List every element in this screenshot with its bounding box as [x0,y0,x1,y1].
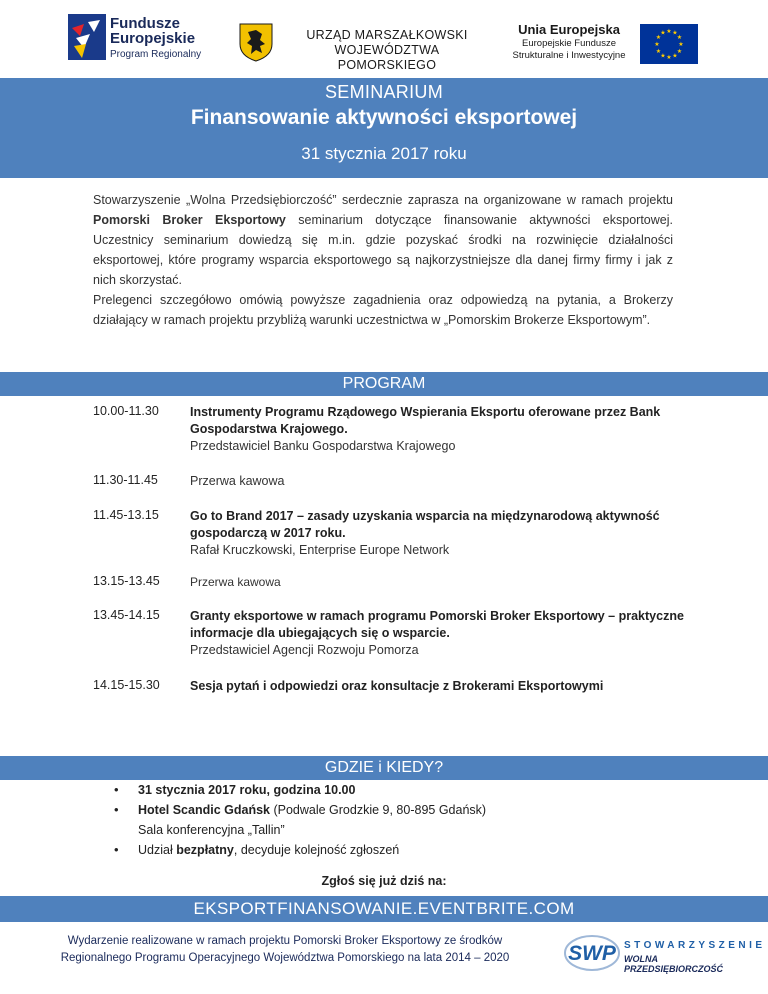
svg-text:★: ★ [666,54,672,61]
swp-logo [562,930,766,978]
footer-line2: Regionalnego Programu Operacyjnego Województwa Pomorskiego na lata 2014 – 2020 [60,952,510,964]
fundusze-line2: Europejskie [110,30,196,47]
program-row [0,608,768,657]
svg-text:★: ★ [666,28,672,35]
program-row [0,404,768,453]
program-speaker: Rafał Kruczkowski, Enterprise Europe Network [190,543,450,557]
program-break: Przerwa kawowa [190,474,285,488]
program-title: Sesja pytań i odpowiedzi oraz konsultacje z Brokerami Eksportowymi [190,679,604,693]
fundusze-line3: Program Regionalny [110,49,202,60]
program-break: Przerwa kawowa [190,575,281,589]
swp-line2: WOLNA PRZEDSIĘBIORCZOŚĆ [624,954,724,974]
intro-text [93,190,673,330]
svg-text:★: ★ [672,29,678,37]
svg-text:★: ★ [654,41,660,48]
where-fee-item: • Udział bezpłatny, decyduje kolejność zgłoszeń [114,840,674,860]
urzad-line1: URZĄD MARSZAŁKOWSKI [306,28,468,42]
registration-link[interactable]: EKSPORTFINANSOWANIE.EVENTBRITE.COM [0,896,768,922]
program-time: 11.45-13.15 [93,508,159,522]
footer-note [30,933,540,967]
svg-text:★: ★ [678,41,684,48]
where-room-item: Sala konferencyjna „Tallin” [138,823,285,837]
program-speaker: Przedstawiciel Agencji Rozwoju Pomorza [190,643,419,657]
ue-title: Unia Europejska [518,22,620,37]
svg-text:★: ★ [676,34,683,41]
hero-banner [0,78,768,178]
svg-text:★: ★ [660,29,666,37]
urzad-line2: WOJEWÓDZTWA POMORSKIEGO [334,43,440,72]
fundusze-europejskie-logo [68,14,238,66]
swp-line1: STOWARZYSZENIE [624,940,766,951]
ue-line2: Strukturalne i Inwestycyjne [512,50,626,61]
footer-line1: Wydarzenie realizowane w ramach projektu Pomorski Broker Eksportowy ze środków [67,935,503,947]
hero-title: Finansowanie aktywności eksportowej [190,106,578,129]
program-row [0,678,768,693]
unia-europejska-logo [508,24,708,66]
ue-line1: Europejskie Fundusze [522,38,616,49]
hero-date: 31 stycznia 2017 roku [301,144,467,163]
swp-mark-text: SWP [568,942,616,965]
fundusze-line1: Fundusze [110,15,180,32]
logos-row [0,0,768,78]
svg-text:★: ★ [655,34,662,41]
signup-prompt: Zgłoś się już dziś na: [321,874,447,888]
griffin-crest-icon [238,22,274,62]
where-heading: GDZIE i KIEDY? [0,756,768,780]
where-date-item: • 31 stycznia 2017 roku, godzina 10.00 [114,780,674,800]
hero-kicker: SEMINARIUM [324,82,443,102]
program-row [0,508,768,557]
program-title: Instrumenty Programu Rządowego Wspierania Eksportu oferowane przez Bank Gospodarstwa Krajowego. [190,405,661,436]
fundusze-star-icon [68,14,106,60]
urzad-marszalkowski-logo [238,22,488,72]
program-title: Granty eksportowe w ramach programu Pomorski Broker Eksportowy – praktyczne informacje dla ubiegających się o wsparcie. [190,609,684,640]
program-time: 13.45-14.15 [93,608,160,622]
intro-paragraph-2: Prelegenci szczegółowo omówią powyższe zagadnienia oraz odpowiedzą na pytania, a Brokerzy działający w ramach projektu przybliżą warunki uczestnictwa w „Pomorskim Brokerze Eksportowym”. [93,293,673,327]
swp-orbit-icon [562,930,622,976]
eu-flag-icon [640,24,698,64]
program-time: 14.15-15.30 [93,678,160,692]
program-title: Go to Brand 2017 – zasady uzyskania wsparcia na międzynarodową aktywność gospodarczą w 2017 roku. [190,509,660,540]
where-venue-item: • Hotel Scandic Gdańsk (Podwale Grodzkie 9, 80-895 Gdańsk) [114,800,674,820]
program-time: 13.15-13.45 [93,574,160,588]
svg-text:★: ★ [672,52,678,60]
program-heading: PROGRAM [0,372,768,396]
program-row [0,473,768,488]
program-speaker: Przedstawiciel Banku Gospodarstwa Krajowego [190,439,456,453]
program-time: 11.30-11.45 [93,473,158,487]
program-time: 10.00-11.30 [93,404,159,418]
program-row [0,574,768,589]
svg-text:★: ★ [676,48,683,55]
where-list [114,780,674,860]
svg-text:★: ★ [655,48,662,55]
intro-paragraph-1: Stowarzyszenie „Wolna Przedsiębiorczość” serdecznie zaprasza na organizowane w ramach projektu Pomorski Broker Eksportowy seminarium dotyczące finansowanie aktywności eksportowej. Uczestnicy seminarium dowiedzą się m.in. gdzie pozyskać środki na rozwinięcie działalności eksportowej, które programy wsparcia eksportowego są najkorzystniejsze dla danej firmy firmy i jak z nich skorzystać. [93,193,673,287]
svg-text:★: ★ [660,52,666,60]
